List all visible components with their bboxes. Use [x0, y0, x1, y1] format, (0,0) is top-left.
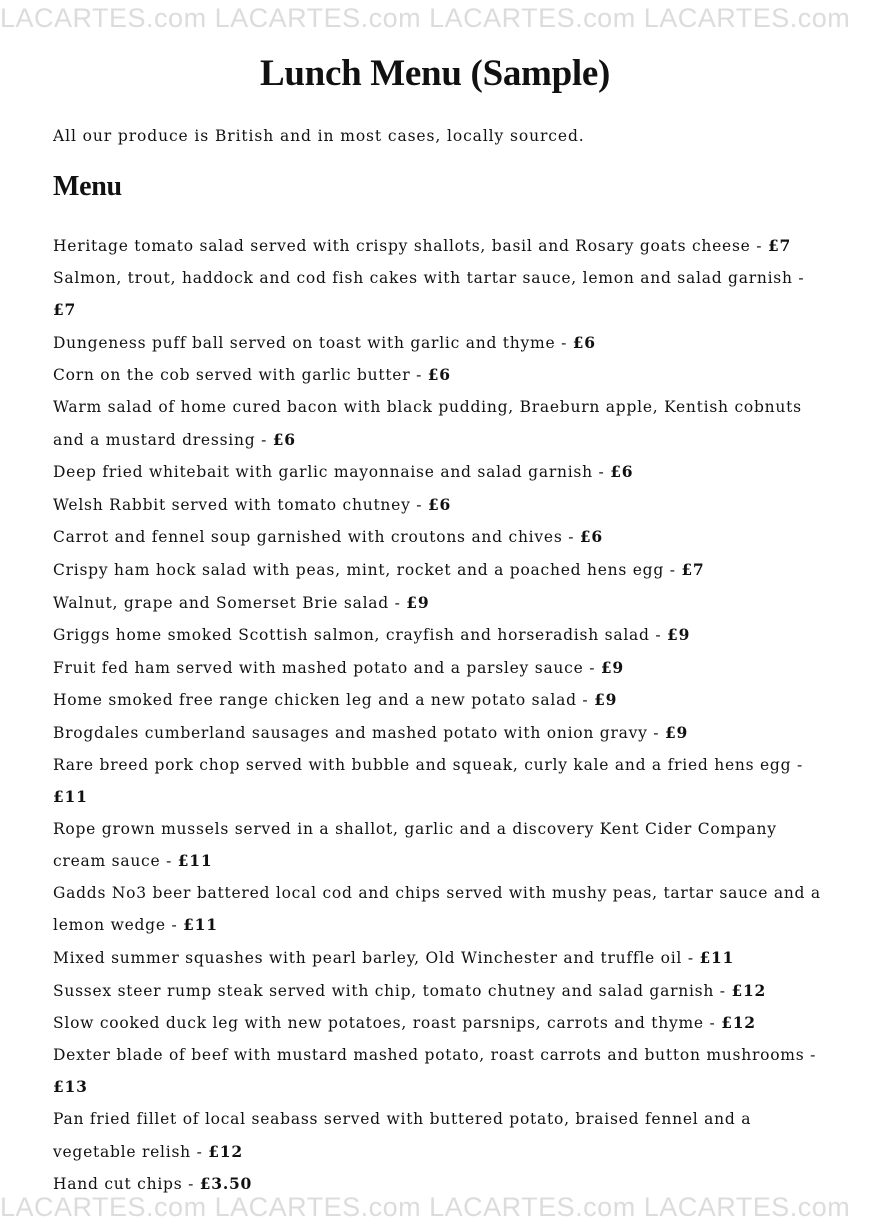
menu-item: Walnut, grape and Somerset Brie salad - £9: [53, 592, 430, 612]
menu-item-price: £11: [177, 851, 213, 871]
menu-item: Dungeness puff ball served on toast with garlic and thyme - £6: [53, 332, 596, 352]
menu-item: Fruit fed ham served with mashed potato and a parsley sauce - £9: [53, 657, 624, 677]
menu-item-description: Hand cut chips: [53, 1175, 183, 1194]
menu-item: Gadds No3 beer battered local cod and chips served with mushy peas, tartar sauce and a lemon wedge - £11: [53, 883, 821, 935]
menu-item-description: Heritage tomato salad served with crispy shallots, basil and Rosary goats cheese: [53, 237, 751, 255]
menu-item: Slow cooked duck leg with new potatoes, roast parsnips, carrots and thyme - £12: [53, 1013, 756, 1033]
menu-item-description: Sussex steer rump steak served with chip, tomato chutney and salad garnish: [53, 981, 715, 1000]
menu-item-description: Mixed summer squashes with pearl barley, Old Winchester and truffle oil: [53, 949, 683, 968]
menu-item: Salmon, trout, haddock and cod fish cakes with tartar sauce, lemon and salad garnish - £7: [53, 268, 805, 320]
menu-item-description: Fruit fed ham served with mashed potato and a parsley sauce: [53, 658, 584, 677]
intro-text: All our produce is British and in most cases, locally sourced.: [53, 127, 585, 145]
menu-item-price: £6: [579, 527, 603, 547]
menu-item-price: £9: [594, 690, 618, 710]
menu-item-description: Griggs home smoked Scottish salmon, crayfish and horseradish salad: [53, 626, 650, 645]
menu-item-description: Rare breed pork chop served with bubble and squeak, curly kale and a fried hens egg: [53, 755, 792, 774]
menu-item: Pan fried fillet of local seabass served with buttered potato, braised fennel and a vegetable relish - £12: [53, 1110, 752, 1161]
menu-item-price: £3.50: [199, 1174, 253, 1194]
menu-item-description: Rope grown mussels served in a shallot, garlic and a discovery Kent Cider Company cream sauce: [53, 819, 777, 871]
menu-item-description: Dungeness puff ball served on toast with garlic and thyme: [53, 333, 556, 352]
menu-item-description: Home smoked free range chicken leg and a new potato salad: [53, 691, 577, 710]
menu-item-price: £9: [667, 625, 691, 645]
menu-item-price: £13: [53, 1077, 88, 1097]
menu-item-price: £12: [208, 1141, 243, 1161]
menu-item-price: £12: [721, 1013, 756, 1033]
menu-item-description: Pan fried fillet of local seabass served with buttered potato, braised fennel and a vegetable relish: [53, 1110, 752, 1161]
menu-item-price: £7: [53, 300, 77, 320]
menu-item-description: Slow cooked duck leg with new potatoes, roast parsnips, carrots and thyme: [53, 1014, 704, 1033]
menu-item: Deep fried whitebait with garlic mayonnaise and salad garnish - £6: [53, 462, 634, 482]
menu-item: Corn on the cob served with garlic butter - £6: [53, 365, 451, 385]
menu-item-description: Corn on the cob served with garlic butter: [53, 366, 411, 385]
menu-item-description: Brogdales cumberland sausages and mashed potato with onion gravy: [53, 723, 648, 742]
menu-item-description: Gadds No3 beer battered local cod and chips served with mushy peas, tartar sauce and a lemon wedge: [53, 883, 821, 935]
menu-item: Brogdales cumberland sausages and mashed potato with onion gravy - £9: [53, 722, 689, 742]
page-title: Lunch Menu (Sample): [260, 53, 610, 94]
menu-item-price: £11: [699, 948, 735, 968]
menu-item-description: Warm salad of home cured bacon with black pudding, Braeburn apple, Kentish cobnuts and a mustard dressing: [53, 397, 802, 449]
menu-item: Home smoked free range chicken leg and a new potato salad - £9: [53, 690, 618, 710]
menu-item: Welsh Rabbit served with tomato chutney - £6: [53, 494, 452, 514]
menu-item-description: Crispy ham hock salad with peas, mint, rocket and a poached hens egg: [53, 560, 665, 579]
menu-item-description: Carrot and fennel soup garnished with croutons and chives: [53, 528, 563, 547]
menu-item-price: £7: [681, 559, 705, 579]
menu-item-description: Deep fried whitebait with garlic mayonnaise and salad garnish: [53, 463, 593, 482]
menu-list: [53, 230, 823, 1201]
menu-item: Crispy ham hock salad with peas, mint, rocket and a poached hens egg - £7: [53, 559, 705, 579]
menu-item: Sussex steer rump steak served with chip, tomato chutney and salad garnish - £12: [53, 980, 767, 1000]
menu-item: Griggs home smoked Scottish salmon, crayfish and horseradish salad - £9: [53, 625, 691, 645]
menu-item-price: £12: [731, 980, 767, 1000]
menu-item: Mixed summer squashes with pearl barley, Old Winchester and truffle oil - £11: [53, 948, 735, 968]
menu-item-price: £11: [183, 915, 218, 935]
menu-item: Dexter blade of beef with mustard mashed potato, roast carrots and button mushrooms - £13: [53, 1045, 817, 1097]
menu-item: Hand cut chips - £3.50: [53, 1174, 253, 1194]
menu-item: Rope grown mussels served in a shallot, garlic and a discovery Kent Cider Company cream sauce - £11: [53, 819, 777, 871]
menu-item-price: £6: [427, 494, 452, 514]
menu-item-description: Salmon, trout, haddock and cod fish cakes with tartar sauce, lemon and salad garnish: [53, 268, 793, 287]
menu-item-price: £6: [610, 462, 634, 482]
section-heading-menu: Menu: [53, 171, 122, 202]
menu-item-price: £7: [767, 236, 792, 255]
menu-item-description: Dexter blade of beef with mustard mashed potato, roast carrots and button mushrooms: [53, 1045, 805, 1064]
menu-item-description: Walnut, grape and Somerset Brie salad: [53, 593, 389, 612]
menu-item-price: £11: [53, 787, 88, 807]
menu-item-price: £9: [600, 657, 624, 677]
watermark-bottom: LACARTES.com LACARTES.com LACARTES.com LACARTES.com: [0, 1192, 851, 1222]
menu-item-price: £9: [406, 592, 430, 612]
menu-item: Rare breed pork chop served with bubble and squeak, curly kale and a fried hens egg - £11: [53, 755, 803, 807]
menu-item-price: £6: [572, 332, 596, 352]
watermark-top: LACARTES.com LACARTES.com LACARTES.com LACARTES.com: [0, 3, 851, 33]
menu-item-price: £9: [664, 722, 689, 742]
menu-item-price: £6: [427, 365, 451, 385]
menu-item: Carrot and fennel soup garnished with croutons and chives - £6: [53, 527, 603, 547]
menu-item-description: Welsh Rabbit served with tomato chutney: [53, 495, 411, 514]
menu-item-price: £6: [272, 429, 296, 449]
menu-item: Heritage tomato salad served with crispy shallots, basil and Rosary goats cheese - £7: [53, 236, 792, 255]
menu-item: Warm salad of home cured bacon with black pudding, Braeburn apple, Kentish cobnuts and a mustard dressing - £6: [53, 397, 802, 449]
